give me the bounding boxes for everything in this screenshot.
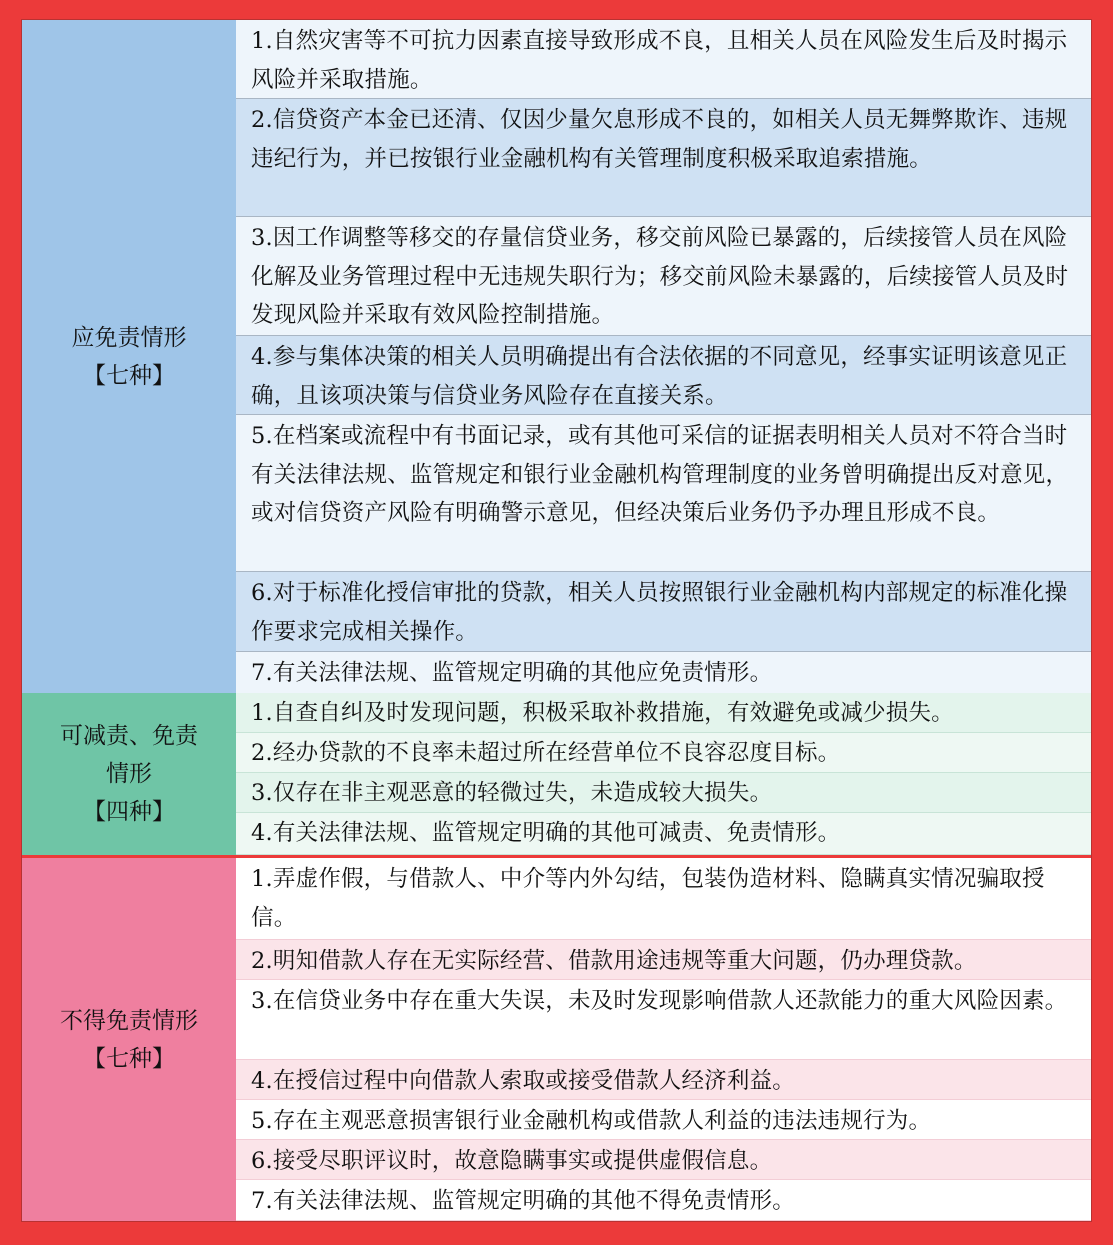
section-count: 【七种】 — [83, 362, 175, 389]
list-item: 3.仅存在非主观恶意的轻微过失，未造成较大损失。 — [236, 773, 1091, 813]
list-item: 5.在档案或流程中有书面记录，或有其他可采信的证据表明相关人员对不符合当时有关法律法规、监管规定和银行业金融机构管理制度的业务曾明确提出反对意见，或对信贷资产风险有明确警示意见，但经决策后业务仍予办理且形成不良。 — [236, 415, 1091, 572]
list-item: 1.自查自纠及时发现问题，积极采取补救措施，有效避免或减少损失。 — [236, 693, 1091, 733]
list-item: 1.弄虚作假，与借款人、中介等内外勾结，包装伪造材料、隐瞒真实情况骗取授信。 — [236, 858, 1091, 940]
list-item: 2.经办贷款的不良率未超过所在经营单位不良容忍度目标。 — [236, 733, 1091, 773]
list-item: 2.信贷资产本金已还清、仅因少量欠息形成不良的，如相关人员无舞弊欺诈、违规违纪行为，并已按银行业金融机构有关管理制度积极采取追索措施。 — [236, 99, 1091, 217]
list-item: 3.因工作调整等移交的存量信贷业务，移交前风险已暴露的，后续接管人员在风险化解及业务管理过程中无违规失职行为；移交前风险未暴露的，后续接管人员及时发现风险并采取有效风险控制措施。 — [236, 217, 1091, 336]
list-item: 7.有关法律法规、监管规定明确的其他不得免责情形。 — [236, 1180, 1091, 1221]
section-title: 不得免责情形 — [60, 1007, 198, 1034]
duty-exemption-table — [22, 20, 1091, 1221]
section-title: 应免责情形 — [71, 324, 187, 351]
list-item: 4.参与集体决策的相关人员明确提出有合法依据的不同意见，经事实证明该意见正确，且该项决策与信贷业务风险存在直接关系。 — [236, 336, 1091, 415]
list-item: 2.明知借款人存在无实际经营、借款用途违规等重大问题，仍办理贷款。 — [236, 940, 1091, 980]
section-exempt — [22, 20, 1091, 693]
list-item: 4.有关法律法规、监管规定明确的其他可减责、免责情形。 — [236, 813, 1091, 855]
section-count: 【七种】 — [83, 1045, 175, 1072]
list-item: 7.有关法律法规、监管规定明确的其他应免责情形。 — [236, 652, 1091, 693]
section-no-exempt — [22, 858, 1091, 1221]
section-title: 可减责、免责 — [60, 723, 198, 749]
item-list — [236, 858, 1091, 1221]
item-list — [236, 693, 1091, 855]
section-label — [22, 858, 236, 1221]
list-item: 5.存在主观恶意损害银行业金融机构或借款人利益的违法违规行为。 — [236, 1100, 1091, 1140]
list-item: 6.接受尽职评议时，故意隐瞒事实或提供虚假信息。 — [236, 1140, 1091, 1180]
section-reduce — [22, 693, 1091, 855]
list-item: 1.自然灾害等不可抗力因素直接导致形成不良，且相关人员在风险发生后及时揭示风险并采取措施。 — [236, 20, 1091, 99]
list-item: 4.在授信过程中向借款人索取或接受借款人经济利益。 — [236, 1060, 1091, 1100]
section-count: 【四种】 — [83, 799, 175, 825]
section-label — [22, 20, 236, 693]
section-title-line2: 情形 — [106, 761, 152, 787]
item-list — [236, 20, 1091, 693]
list-item: 3.在信贷业务中存在重大失误，未及时发现影响借款人还款能力的重大风险因素。 — [236, 980, 1091, 1060]
list-item: 6.对于标准化授信审批的贷款，相关人员按照银行业金融机构内部规定的标准化操作要求完成相关操作。 — [236, 572, 1091, 652]
section-label — [22, 693, 236, 855]
